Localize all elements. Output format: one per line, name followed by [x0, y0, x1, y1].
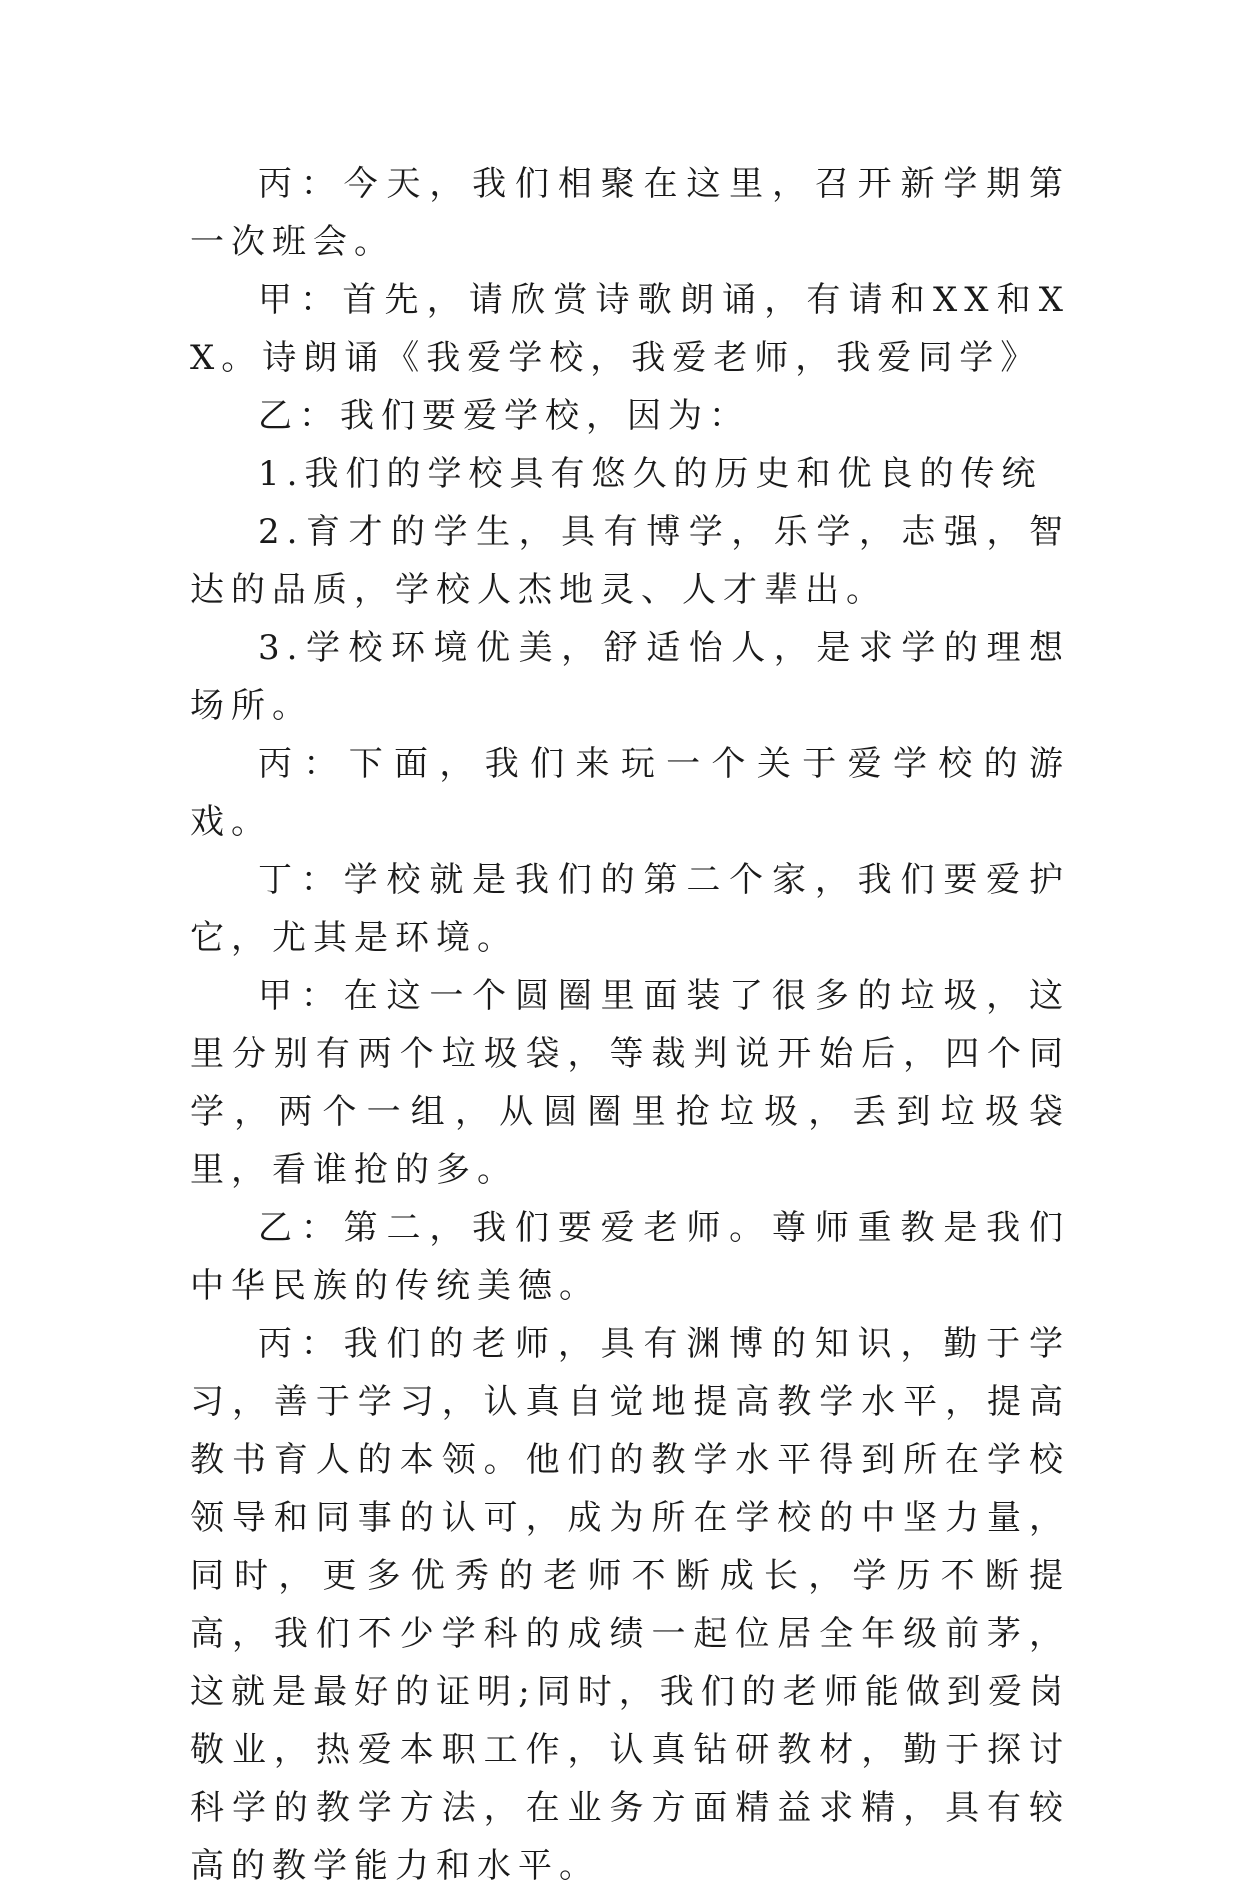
paragraph: 甲：在这一个圆圈里面装了很多的垃圾，这里分别有两个垃圾袋，等裁判说开始后，四个同学，两个一组，从圆圈里抢垃圾，丢到垃圾袋里，看谁抢的多。: [190, 976, 1070, 1190]
paragraph: 甲：首先，请欣赏诗歌朗诵，有请和XX和XX。诗朗诵《我爱学校，我爱老师，我爱同学》: [190, 280, 1070, 378]
paragraph: 丁：学校就是我们的第二个家，我们要爱护它，尤其是环境。: [190, 860, 1070, 958]
paragraph: 3.学校环境优美，舒适怡人，是求学的理想场所。: [190, 628, 1070, 726]
paragraph: 丙：下面，我们来玩一个关于爱学校的游戏。: [190, 744, 1070, 842]
paragraph: 2.育才的学生，具有博学，乐学，志强，智达的品质，学校人杰地灵、人才辈出。: [190, 512, 1070, 610]
document-body: [190, 155, 1070, 1895]
paragraph: 丙：我们的老师，具有渊博的知识，勤于学习，善于学习，认真自觉地提高教学水平，提高教书育人的本领。他们的教学水平得到所在学校领导和同事的认可，成为所在学校的中坚力量，同时，更多优秀的老师不断成长，学历不断提高，我们不少学科的成绩一起位居全年级前茅，这就是最好的证明;同时，我们的老师能做到爱岗敬业，热爱本职工作，认真钻研教材，勤于探讨科学的教学方法，在业务方面精益求精，具有较高的教学能力和水平。: [190, 1324, 1070, 1886]
paragraph: 1.我们的学校具有悠久的历史和优良的传统: [258, 454, 1043, 494]
paragraph: 乙：第二，我们要爱老师。尊师重教是我们中华民族的传统美德。: [190, 1208, 1070, 1306]
paragraph: 丙：今天，我们相聚在这里，召开新学期第一次班会。: [190, 164, 1070, 262]
paragraph: 乙：我们要爱学校，因为：: [258, 396, 750, 436]
